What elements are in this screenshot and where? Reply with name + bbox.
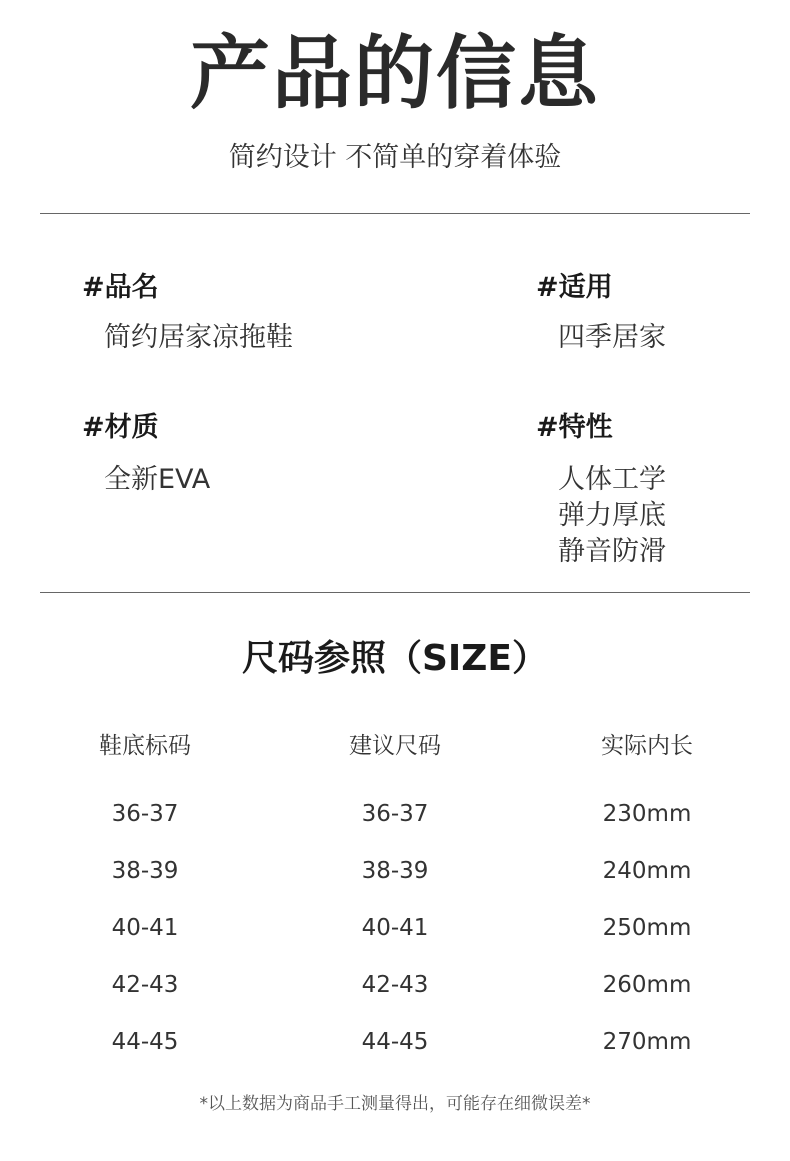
feature-item: 静音防滑 [558, 536, 666, 567]
table-cell: 42-43 [361, 972, 429, 998]
material-value: 全新EVA [104, 464, 211, 495]
table-cell: 270mm [602, 1029, 692, 1055]
usage-heading: #适用 [536, 272, 613, 303]
table-cell: 36-37 [111, 801, 179, 827]
features-list [558, 462, 666, 570]
column-header: 鞋底标码 [99, 733, 191, 759]
middle-divider [40, 592, 750, 593]
column-header: 实际内长 [601, 733, 693, 759]
table-cell: 240mm [602, 858, 692, 884]
table-cell: 250mm [602, 915, 692, 941]
size-column-suggested [285, 728, 505, 1071]
table-cell: 42-43 [111, 972, 179, 998]
table-cell: 44-45 [111, 1029, 179, 1055]
page-title: 产品的信息 [190, 27, 600, 120]
table-cell: 40-41 [111, 915, 179, 941]
table-cell: 44-45 [361, 1029, 429, 1055]
table-cell: 230mm [602, 801, 692, 827]
top-divider [40, 213, 750, 214]
name-heading: #品名 [82, 272, 159, 303]
page-subtitle: 简约设计 不简单的穿着体验 [228, 142, 562, 173]
table-cell: 36-37 [361, 801, 429, 827]
features-heading: #特性 [536, 412, 613, 443]
size-column-sole [35, 728, 255, 1071]
column-header: 建议尺码 [349, 733, 441, 759]
measurement-footnote: *以上数据为商品手工测量得出，可能存在细微误差* [199, 1094, 591, 1114]
size-chart-title: 尺码参照（SIZE） [241, 638, 549, 679]
table-cell: 40-41 [361, 915, 429, 941]
table-cell: 38-39 [111, 858, 179, 884]
feature-item: 弹力厚底 [558, 500, 666, 531]
size-column-length [537, 728, 757, 1071]
material-heading: #材质 [82, 412, 159, 443]
usage-value: 四季居家 [558, 322, 666, 353]
name-value: 简约居家凉拖鞋 [104, 322, 293, 353]
table-cell: 260mm [602, 972, 692, 998]
table-cell: 38-39 [361, 858, 429, 884]
feature-item: 人体工学 [558, 464, 666, 495]
